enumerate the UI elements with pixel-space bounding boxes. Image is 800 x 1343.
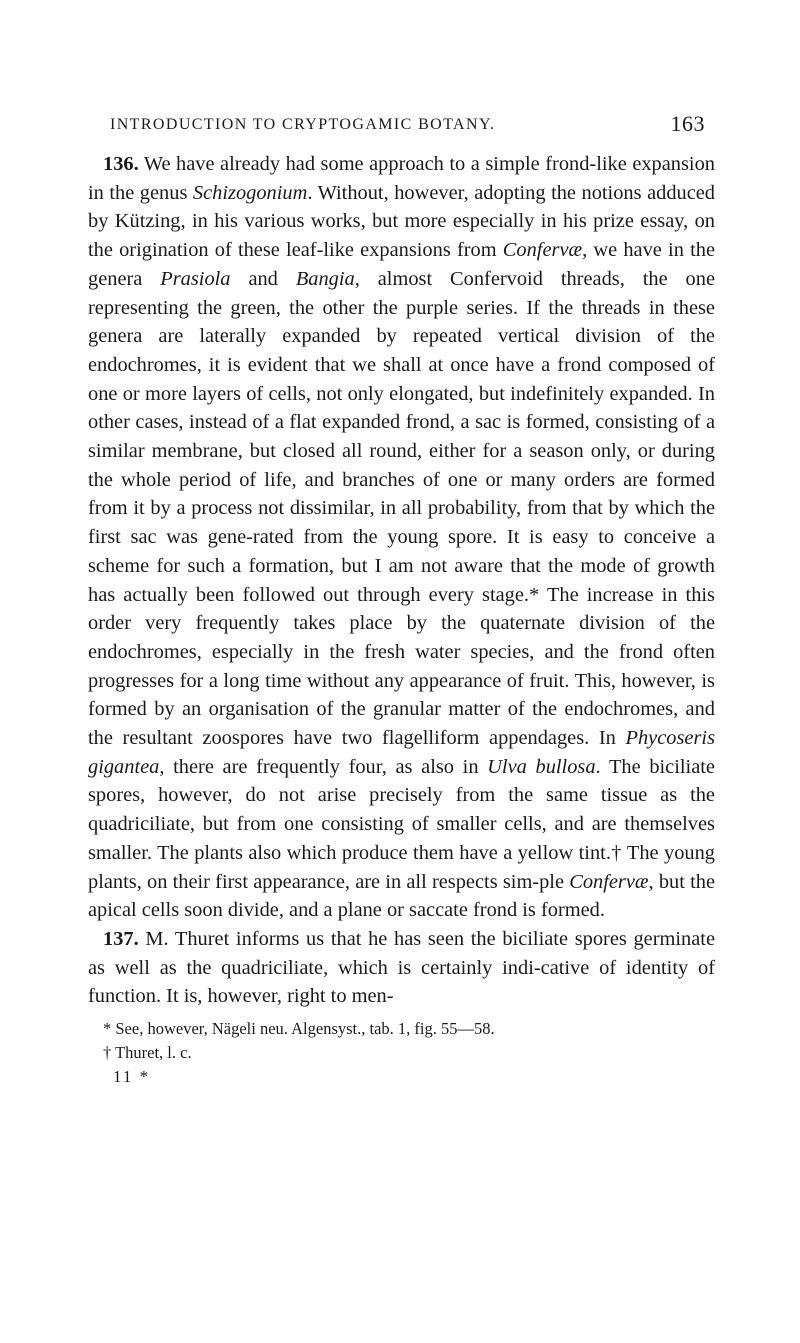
italic-term: Ulva bullosa bbox=[487, 755, 596, 778]
footnote-thuret: † Thuret, l. c. bbox=[103, 1043, 192, 1063]
italic-term: Confervæ bbox=[502, 239, 583, 262]
italic-term: Confervæ bbox=[569, 870, 649, 893]
italic-term: Phycoseris gigantea bbox=[88, 727, 715, 778]
running-head bbox=[88, 110, 715, 150]
signature-mark: 11 * bbox=[113, 1067, 151, 1087]
text-run: , almost Confervoid threads, the one representing the green, the other the purple series. If the threads in these genera are laterally expanded by repeated vertical division of the endochromes, it is evident that we shall at once have a frond composed of one or more layers of cells, not only elongated, but indefinitely expanded. In other cases, instead of a flat expanded frond, a sac is formed, consisting of a similar membrane, but closed all round, either for a season only, or during the whole period of life, and branches of one or many orders are formed from it by a process not dissimilar, in all probability, from that by which the first sac was gene-rated from the young spore. It is easy to conceive a scheme for such a formation, but I am not aware that the mode of growth has actually been followed out through every stage.* The increase in this order very frequently takes place by the quaternate division of the endochromes, especially in the fresh water species, and the frond often progresses for a long time without any appearance of fruit. This, however, is formed by an organisation of the granular matter of the endochromes, and the resultant zoospores have two flagelliform appendages. In bbox=[88, 267, 716, 750]
text-run: . Without, however, adopting the notions adduced by Kützing, in his various works, but more especially in his prize essay, on the origination of these leaf-like expansions from bbox=[88, 181, 716, 262]
paragraph-137 bbox=[88, 925, 715, 1011]
paragraph-number: 137. bbox=[103, 927, 139, 950]
running-title: INTRODUCTION TO CRYPTOGAMIC BOTANY. bbox=[110, 116, 496, 133]
text-run: , there are frequently four, as also in bbox=[159, 755, 488, 778]
text-run: M. Thuret informs us that he has seen the biciliate spores germinate as well as the quadriciliate, which is certainly indi-cative of identity of function. It is, however, right to men- bbox=[88, 927, 715, 1008]
italic-term: Prasiola bbox=[160, 267, 231, 290]
footnotes bbox=[88, 1017, 715, 1065]
text-run: We have already had some approach to a simple frond-like expansion in the genus bbox=[88, 153, 715, 204]
book-page bbox=[88, 110, 715, 1089]
text-run: , we have in the genera bbox=[88, 239, 715, 290]
page-number: 163 bbox=[670, 111, 705, 136]
body-text bbox=[88, 150, 715, 1011]
text-run: . The biciliate spores, however, do not arise precisely from the same tissue as the quadriciliate, but from one consisting of smaller cells, and are themselves smaller. The plants also which produce them have a yellow tint.† The young plants, on their first appearance, are in all respects sim-ple bbox=[88, 755, 715, 893]
italic-term: Bangia bbox=[295, 267, 355, 290]
text-run: and bbox=[230, 267, 296, 290]
footnote-nageli: * See, however, Nägeli neu. Algensyst., tab. 1, fig. 55—58. bbox=[103, 1019, 495, 1039]
italic-term: Schizogonium bbox=[192, 181, 308, 204]
paragraph-136 bbox=[88, 150, 715, 925]
text-run: , but the apical cells soon divide, and a plane or saccate frond is formed. bbox=[88, 870, 715, 922]
paragraph-number: 136. bbox=[103, 153, 139, 175]
